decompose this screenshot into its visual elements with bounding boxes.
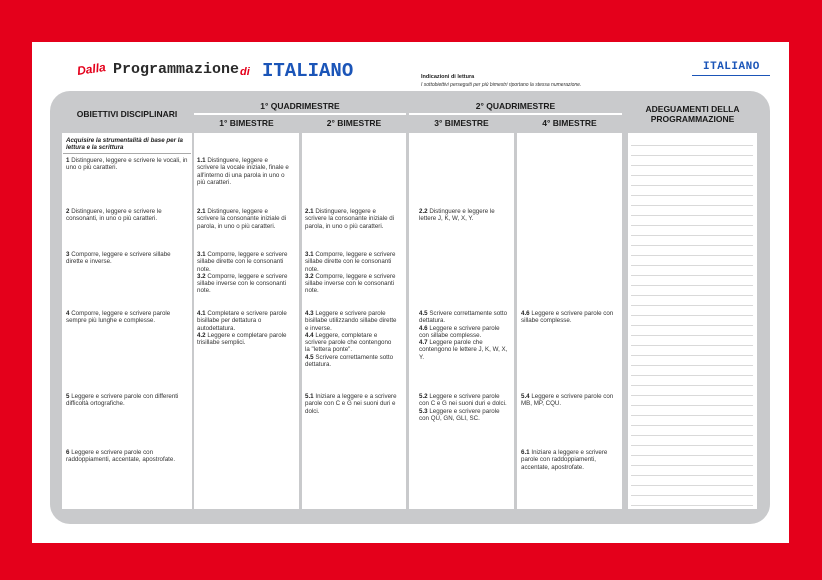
sub-objective-number: 3.1 — [305, 251, 314, 258]
obiettivo-number: 2 — [66, 208, 70, 215]
notes-lines — [631, 136, 753, 508]
header-adeguamenti — [628, 104, 757, 124]
sub-objective-number: 5.3 — [419, 407, 428, 415]
header-programmazione: Programmazione — [113, 61, 240, 78]
subject-tag: ITALIANO — [703, 61, 760, 73]
obiettivo-4 — [66, 310, 188, 325]
bim1-objective-4 — [197, 310, 293, 346]
sub-objective-number: 2.2 — [419, 208, 428, 215]
obiettivi-intro: Acquisire la strumentalità di base per la lettura e la scrittura — [66, 137, 183, 152]
obiettivo-text: Distinguere, leggere e scrivere le vocali, in uno o più caratteri. — [66, 157, 188, 172]
sub-objective-text: Leggere e completare parole trisillabe semplici. — [197, 331, 287, 347]
sub-objective-number: 5.4 — [521, 393, 530, 400]
sub-objective-number: 4.4 — [305, 331, 314, 339]
header-divider-2 — [409, 113, 622, 115]
bim2-objective-2-1 — [305, 208, 397, 230]
sub-objective-number: 4.7 — [419, 339, 428, 347]
sub-objective-number: 3.2 — [197, 272, 206, 280]
sub-objective-5-3 — [419, 408, 511, 423]
sub-objective-text: Leggere parole che contengono le lettere J, K, W, X, Y. — [419, 339, 508, 361]
sub-objective-text: Scrivere correttamente sotto dettatura. — [305, 353, 394, 369]
sub-objective-text: Leggere, completare e scrivere parole che contengono la "lettera ponte". — [305, 331, 392, 354]
sub-objective-number: 4.1 — [197, 310, 206, 317]
sub-objective-text: Iniziare a leggere e a scrivere parole con C e G nei suoni duri e dolci. — [305, 393, 397, 415]
bim3-objective-5 — [419, 393, 511, 422]
sub-objective-text: Comporre, leggere e scrivere sillabe inverse con le consonanti note. — [197, 272, 288, 295]
sub-objective-4-1 — [197, 310, 293, 332]
sub-objective-number: 1.1 — [197, 157, 206, 164]
sub-objective-number: 2.1 — [197, 208, 206, 215]
obiettivo-number: 1 — [66, 157, 70, 164]
bim2-objective-3 — [305, 251, 401, 295]
sub-objective-4-3 — [305, 310, 397, 332]
obiettivo-text: Distinguere, leggere e scrivere le consonanti, in uno o più caratteri. — [66, 208, 162, 223]
sub-objective-text: Leggere e scrivere parole con MB, MP, CQU. — [521, 393, 614, 408]
bim3-objective-2-2 — [419, 208, 511, 223]
bim1-objective-1-1 — [197, 157, 289, 186]
obiettivo-1 — [66, 157, 188, 172]
sub-objective-text: Completare e scrivere parole bisillabe per dettatura o autodettatura. — [197, 310, 287, 332]
obiettivi-intro-divider — [63, 153, 191, 154]
obiettivo-number: 5 — [66, 393, 70, 400]
header-divider-1 — [194, 113, 406, 115]
sub-objective-text: Leggere e scrivere parole con C e G nei suoni duri e dolci. — [419, 393, 507, 408]
obiettivo-number: 3 — [66, 251, 70, 258]
header-adeguamenti-line-1: ADEGUAMENTI DELLA — [645, 104, 740, 114]
subject-tag-underline — [692, 75, 770, 76]
sub-objective-text: Iniziare a leggere e scrivere parole con raddoppiamenti, accentate, apostrofate. — [521, 449, 608, 471]
sub-objective-4-6 — [419, 325, 511, 340]
sub-objective-number: 4.5 — [305, 353, 314, 361]
header-bimestre-2: 2° BIMESTRE — [326, 118, 382, 128]
obiettivo-5 — [66, 393, 188, 408]
obiettivo-6 — [66, 449, 176, 464]
sub-objective-number: 5.1 — [305, 393, 314, 400]
header-quadrimestre-1: 1° QUADRIMESTRE — [260, 101, 340, 111]
sub-objective-number: 3.2 — [305, 272, 314, 280]
sub-objective-4-5 — [419, 310, 511, 325]
sub-objective-4-2 — [197, 332, 293, 347]
sub-objective-text: Comporre, leggere e scrivere sillabe dirette con le consonanti note. — [305, 251, 396, 273]
sub-objective-text: Comporre, leggere e scrivere sillabe inverse con le consonanti note. — [305, 272, 396, 295]
sub-objective-number: 5.2 — [419, 393, 428, 400]
bim3-objective-4 — [419, 310, 511, 361]
obiettivo-text: Leggere e scrivere parole con raddoppiamenti, accentate, apostrofate. — [66, 449, 176, 464]
bim2-objective-5-1 — [305, 393, 397, 415]
obiettivo-3 — [66, 251, 188, 266]
sub-objective-number: 4.6 — [521, 310, 530, 317]
bim1-objective-3 — [197, 251, 294, 295]
sub-objective-3-2 — [305, 273, 401, 295]
header-bimestre-1: 1° BIMESTRE — [219, 118, 274, 128]
sub-objective-4-4 — [305, 332, 397, 354]
sub-objective-number: 4.5 — [419, 310, 428, 317]
sub-objective-3-1 — [305, 251, 401, 273]
sub-objective-4-5 — [305, 354, 397, 369]
sub-objective-text: Scrivere correttamente sotto dettatura. — [419, 310, 508, 325]
header-dalla: Dalla — [76, 60, 107, 78]
reading-note-title: Indicazioni di lettura — [421, 74, 475, 80]
sub-objective-number: 4.3 — [305, 310, 314, 317]
header-adeguamenti-line-2: PROGRAMMAZIONE — [650, 114, 735, 124]
sub-objective-text: Leggere e scrivere parole bisillabe utilizzando sillabe dirette e inverse. — [305, 310, 397, 332]
sub-objective-number: 3.1 — [197, 251, 206, 258]
bim2-objective-4 — [305, 310, 397, 368]
obiettivo-number: 6 — [66, 449, 70, 456]
sub-objective-4-7 — [419, 339, 511, 361]
sub-objective-3-2 — [197, 273, 294, 295]
sub-objective-text: Distinguere, leggere e scrivere la vocale iniziale, finale e all'interno di una parola in uno o più caratteri. — [197, 157, 289, 186]
sub-objective-text: Leggere e scrivere parole con sillabe complesse. — [419, 324, 500, 339]
sub-objective-text: Distinguere, leggere e scrivere la consonante iniziale di parola, in uno o più caratteri. — [197, 208, 287, 230]
header-bimestre-3: 3° BIMESTRE — [434, 118, 489, 128]
reading-note-text: I sottobiettivi perseguiti per più bimestri riportano la stessa numerazione. — [421, 82, 582, 88]
obiettivo-text: Leggere e scrivere parole con differenti difficoltà ortografiche. — [66, 393, 179, 408]
bim4-objective-5-4 — [521, 393, 617, 408]
obiettivo-number: 4 — [66, 310, 70, 317]
sub-objective-text: Leggere e scrivere parole con QU, GN, GLI, SC. — [419, 407, 500, 422]
sub-objective-number: 4.6 — [419, 324, 428, 332]
sub-objective-number: 4.2 — [197, 331, 206, 339]
bim4-objective-6-1 — [521, 449, 617, 471]
sub-objective-text: Distinguere, leggere e scrivere la consonante iniziale di parola, in uno o più caratteri. — [305, 208, 395, 230]
obiettivo-text: Comporre, leggere e scrivere parole sempre più lunghe e complesse. — [66, 310, 171, 325]
sub-objective-text: Leggere e scrivere parole con sillabe complesse. — [521, 310, 614, 325]
obiettivo-text: Comporre, leggere e scrivere sillabe dirette e inverse. — [66, 251, 171, 266]
sub-objective-number: 2.1 — [305, 208, 314, 215]
sub-objective-3-1 — [197, 251, 294, 273]
sub-objective-5-2 — [419, 393, 511, 408]
sub-objective-text: Distinguere e leggere le lettere J, K, W, X, Y. — [419, 208, 495, 223]
header-subject: ITALIANO — [262, 60, 354, 82]
header-obiettivi: OBIETTIVI DISCIPLINARI — [76, 109, 178, 119]
bim1-objective-2-1 — [197, 208, 289, 230]
header-bimestre-4: 4° BIMESTRE — [542, 118, 597, 128]
bim4-objective-4-6 — [521, 310, 617, 325]
obiettivo-2 — [66, 208, 188, 223]
header-quadrimestre-2: 2° QUADRIMESTRE — [475, 101, 556, 111]
sub-objective-number: 6.1 — [521, 449, 530, 456]
sub-objective-text: Comporre, leggere e scrivere sillabe dirette con le consonanti note. — [197, 251, 288, 273]
header-di: di — [240, 66, 250, 78]
